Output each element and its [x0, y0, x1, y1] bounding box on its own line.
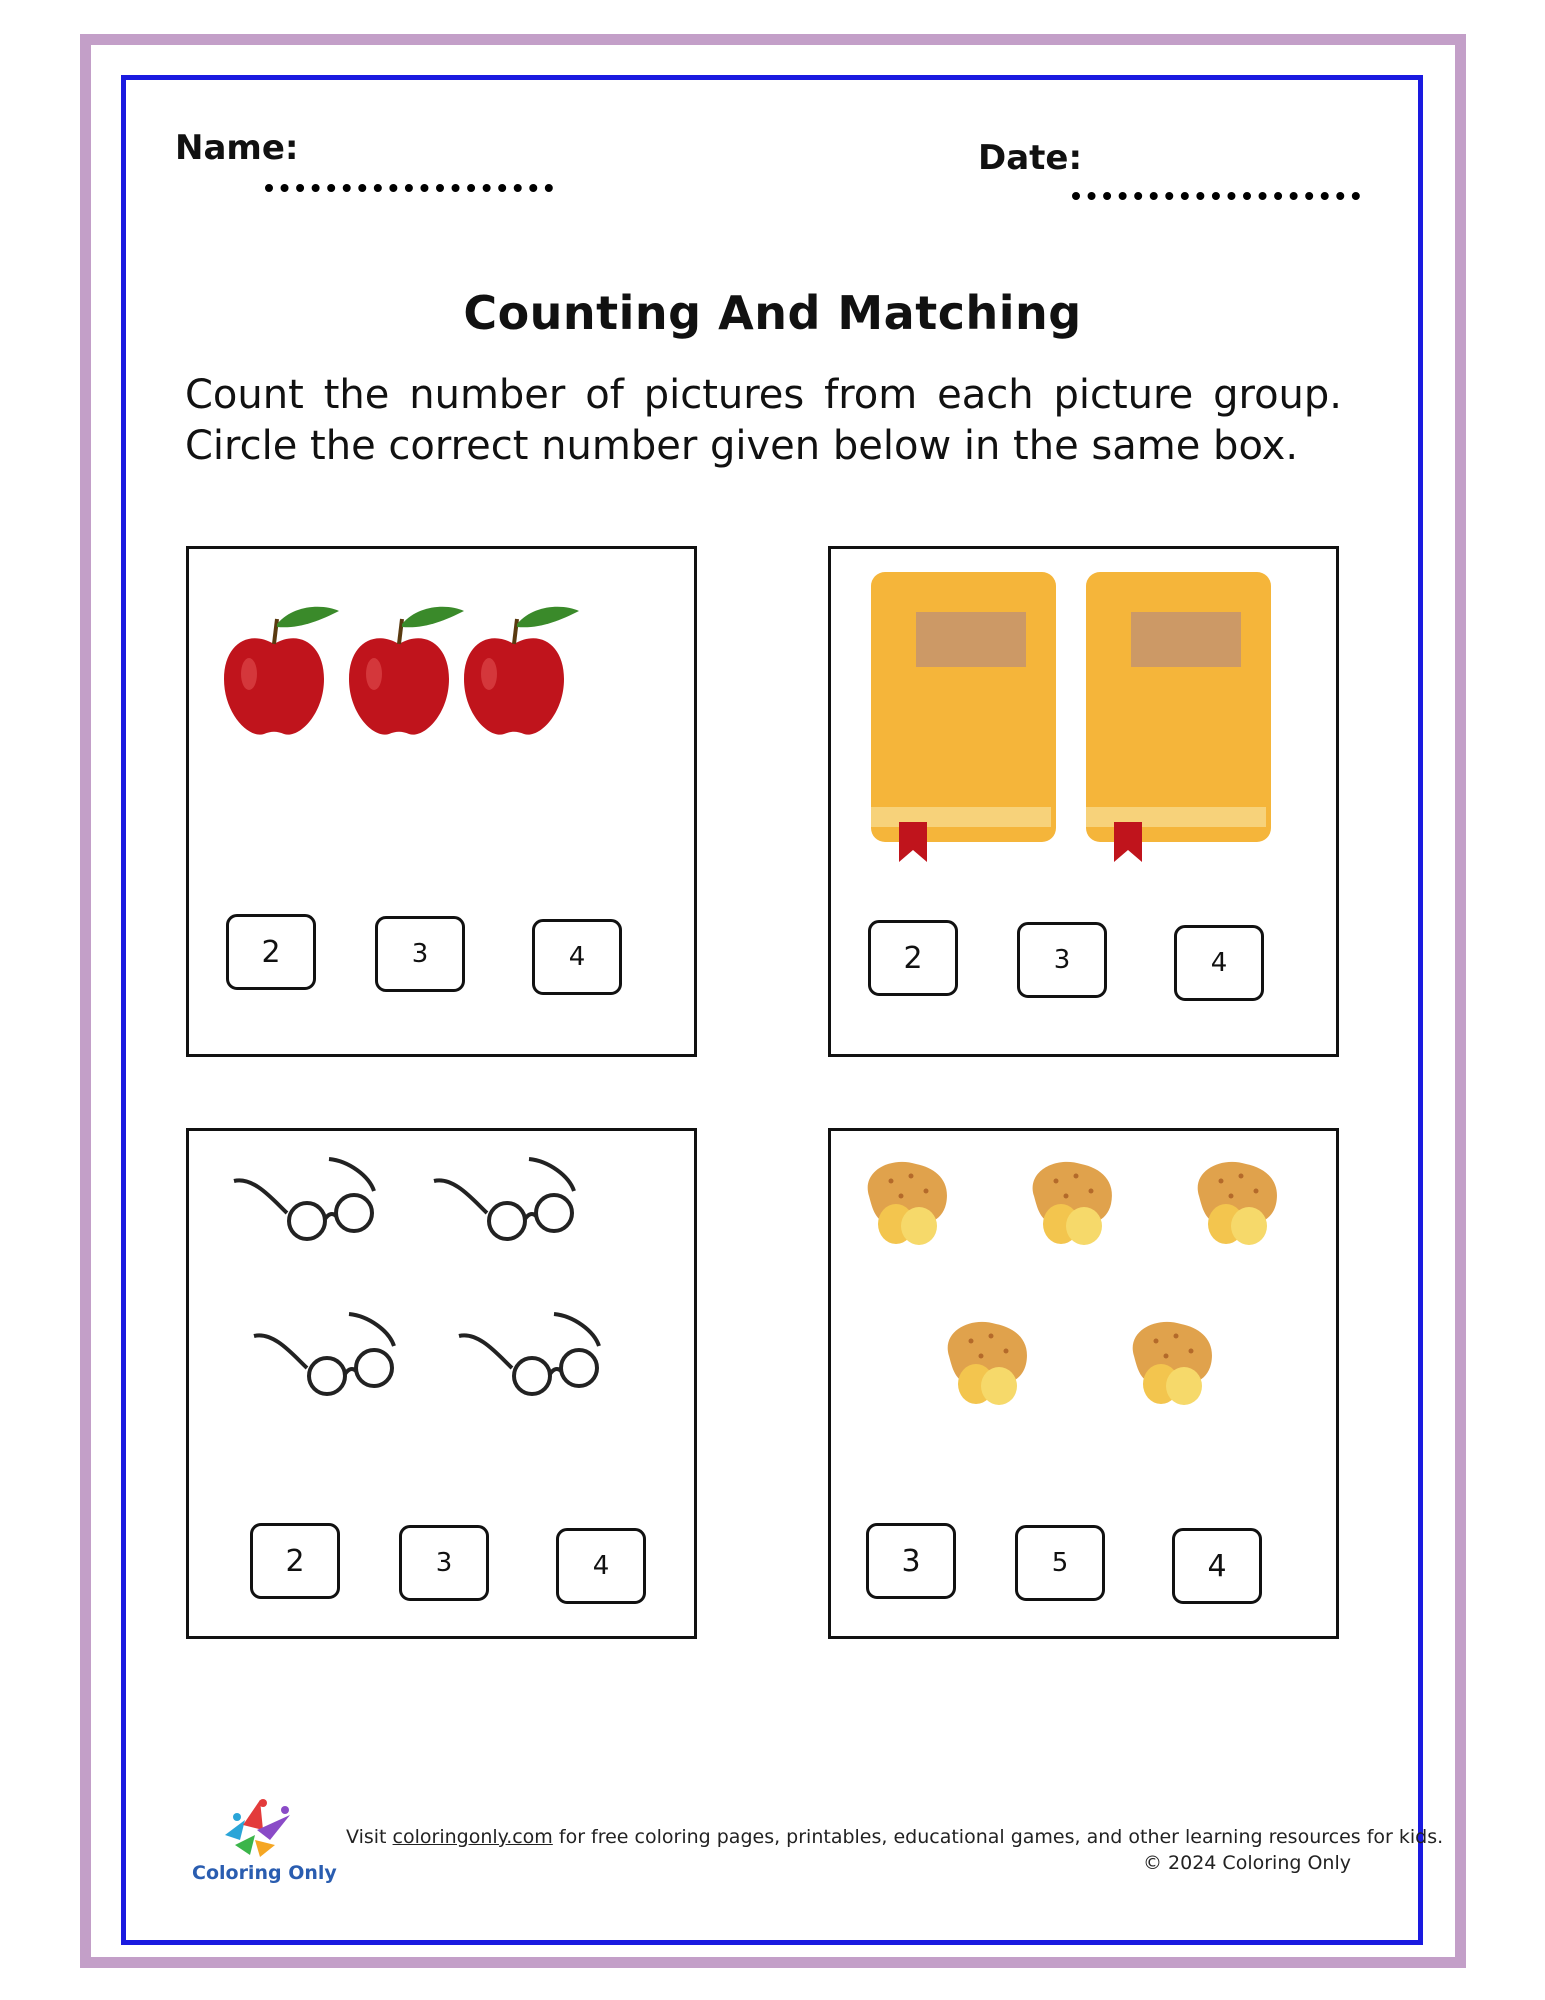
- option-box[interactable]: 2: [226, 914, 316, 990]
- panel-glasses: [186, 1128, 697, 1639]
- option-box[interactable]: 4: [1172, 1528, 1262, 1604]
- panel-bread: [828, 1128, 1339, 1639]
- option-box[interactable]: 2: [868, 920, 958, 996]
- footer-line: [346, 1826, 1443, 1848]
- panel-apples: [186, 546, 697, 1057]
- bread-icon: [948, 1322, 1027, 1405]
- instructions: Count the number of pictures from each picture group. Circle the correct number given below in the same box.: [185, 372, 1342, 469]
- footer-visit: Visit: [346, 1826, 387, 1848]
- name-label: Name:: [175, 128, 299, 168]
- apple-icon: [224, 607, 339, 735]
- apple-group: [219, 599, 579, 749]
- book-group: [861, 567, 1281, 867]
- date-line[interactable]: [1072, 192, 1360, 200]
- footer-rest: for free coloring pages, printables, educational games, and other learning resources for kids.: [558, 1826, 1444, 1848]
- name-line[interactable]: [265, 184, 553, 192]
- option-box[interactable]: 4: [556, 1528, 646, 1604]
- date-label: Date:: [978, 138, 1083, 178]
- bread-icon: [868, 1162, 947, 1245]
- option-box[interactable]: 2: [250, 1523, 340, 1599]
- option-box[interactable]: 3: [375, 916, 465, 992]
- copyright: © 2024 Coloring Only: [1143, 1852, 1351, 1874]
- logo-text: Coloring Only: [192, 1862, 337, 1884]
- glasses-icon: [434, 1159, 574, 1239]
- apple-icon: [349, 607, 464, 735]
- panel-books: [828, 546, 1339, 1057]
- glasses-icon: [254, 1314, 394, 1394]
- book-icon: [1086, 572, 1271, 862]
- glasses-icon: [459, 1314, 599, 1394]
- glasses-group: [229, 1151, 629, 1431]
- apple-icon: [464, 607, 579, 735]
- bread-icon: [1033, 1162, 1112, 1245]
- logo-icon: [215, 1795, 305, 1860]
- glasses-icon: [234, 1159, 374, 1239]
- option-box[interactable]: 3: [866, 1523, 956, 1599]
- bread-icon: [1133, 1322, 1212, 1405]
- bread-icon: [1198, 1162, 1277, 1245]
- book-icon: [871, 572, 1056, 862]
- page-title: Counting And Matching: [463, 286, 1082, 340]
- option-box[interactable]: 4: [532, 919, 622, 995]
- footer-link[interactable]: coloringonly.com: [392, 1826, 553, 1848]
- option-box[interactable]: 5: [1015, 1525, 1105, 1601]
- option-box[interactable]: 3: [1017, 922, 1107, 998]
- option-box[interactable]: 4: [1174, 925, 1264, 1001]
- bread-group: [861, 1156, 1301, 1416]
- option-box[interactable]: 3: [399, 1525, 489, 1601]
